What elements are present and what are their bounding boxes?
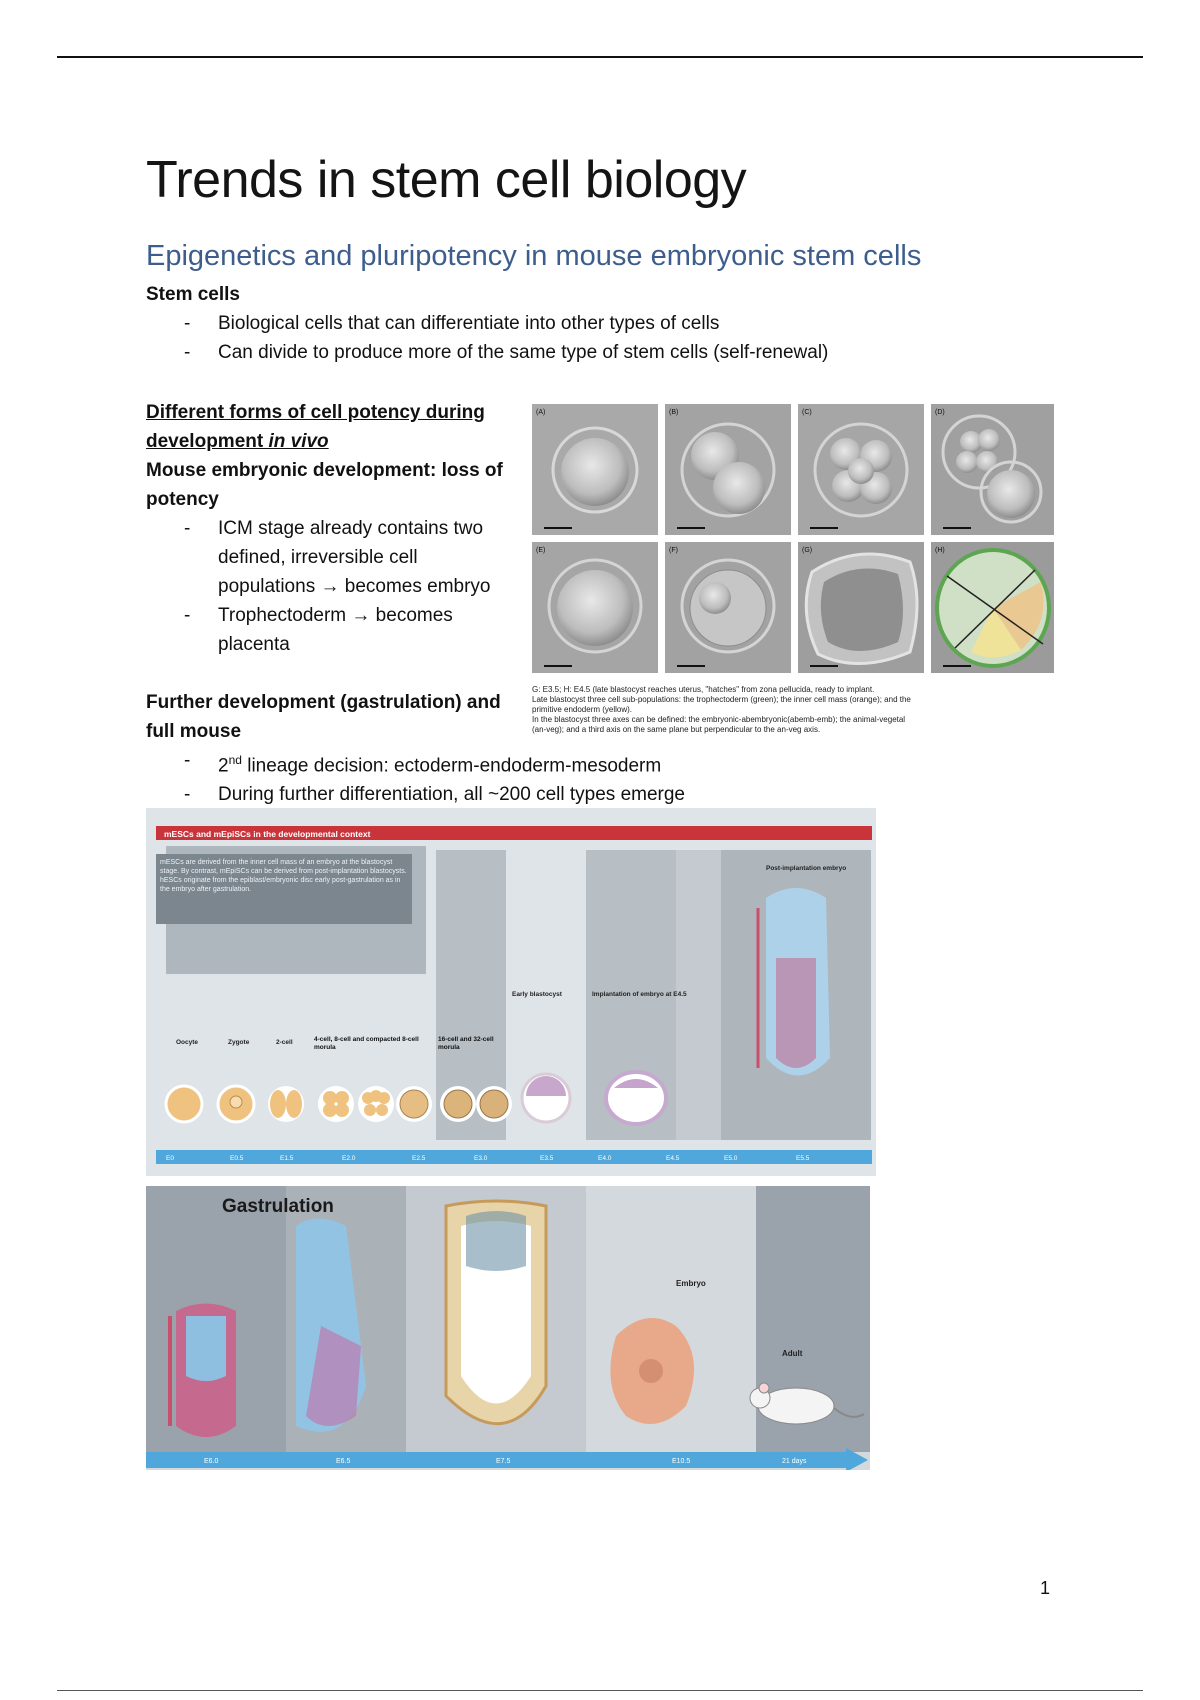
timeline-tick: E3.0 — [474, 1155, 488, 1162]
dev-banner-text: mESCs and mEpiSCs in the developmental context — [164, 829, 371, 839]
gastrulation-figure — [146, 1186, 870, 1470]
list-item: - 2nd lineage decision: ectoderm-endoderm-mesoderm — [146, 746, 685, 780]
dev-info-text: mESCs are derived from the inner cell mass of an embryo at the blastocyst stage. By contrast, mEpiSCs can be derived from post-implantation blastocysts. hESCs originate from the epiblast/embryonic disc early post-gastrulation as in the embryo after gastrulation. — [160, 859, 407, 893]
micrograph-panel-c — [798, 404, 924, 535]
stem-cells-section — [146, 280, 828, 367]
stage-2cell — [268, 1086, 304, 1122]
gastrulation-title: Gastrulation — [222, 1196, 334, 1217]
micrograph-panel-g — [798, 542, 924, 673]
stage-4to8cell — [318, 1086, 432, 1122]
gastrulation-list-block — [146, 746, 685, 809]
stage-label: 4-cell, 8-cell and compacted 8-cell morula — [314, 1036, 419, 1051]
timeline-tick: E5.5 — [796, 1155, 810, 1162]
timeline-tick: E7.5 — [496, 1458, 511, 1465]
panel-label: (C) — [802, 409, 812, 416]
stage-label: 2-cell — [276, 1039, 293, 1046]
micrograph-panel-f — [665, 542, 791, 673]
stage-label: Post-implantation embryo — [766, 865, 847, 872]
timeline-tick: E0 — [166, 1155, 174, 1162]
embryo-label: Embryo — [676, 1279, 706, 1288]
timeline-tick: E2.0 — [342, 1155, 356, 1162]
stage-label: Implantation of embryo at E4.5 — [592, 991, 687, 998]
top-rule — [57, 56, 1143, 58]
stem-cells-heading: Stem cells — [146, 284, 240, 305]
potency-section — [146, 398, 516, 659]
list-item: - ICM stage already contains two defined, irreversible cell populations → becomes embryo — [146, 514, 516, 601]
stage-oocyte — [166, 1086, 202, 1122]
timeline-tick: E6.5 — [336, 1458, 351, 1465]
dev-figure-svg — [146, 808, 876, 1176]
embryo-e6-0 — [170, 1304, 236, 1438]
timeline-tick: E3.5 — [540, 1155, 554, 1162]
panel-label: (D) — [935, 409, 945, 416]
micrograph-panel-e — [532, 542, 658, 673]
panel-label: (A) — [536, 409, 546, 416]
stage-label: Oocyte — [176, 1039, 199, 1046]
list-item: - During further differentiation, all ~200 cell types emerge — [146, 780, 685, 809]
stage-label: Zygote — [228, 1039, 250, 1046]
micrograph-panel-b — [665, 404, 791, 535]
stage-implantation — [606, 1072, 666, 1124]
developmental-context-figure — [146, 808, 876, 1176]
potency-list — [146, 514, 516, 659]
stage-label: 16-cell and 32-cell morula — [438, 1036, 494, 1051]
bottom-rule — [57, 1690, 1143, 1691]
timeline-tick: E2.5 — [412, 1155, 426, 1162]
list-item: - Trophectoderm → becomes placenta — [146, 601, 516, 659]
timeline-tick: 21 days — [782, 1458, 807, 1465]
embryo-e7-5 — [446, 1201, 546, 1424]
dev-timeline-bar — [156, 1150, 872, 1164]
panel-label: (H) — [935, 547, 945, 554]
stage-label: Early blastocyst — [512, 991, 562, 998]
stage-post-implantation — [758, 888, 830, 1076]
timeline-tick: E1.5 — [280, 1155, 294, 1162]
gastrulation-list — [146, 746, 685, 809]
gastrulation-svg — [146, 1186, 870, 1470]
micrograph-panel-h — [931, 542, 1054, 673]
adult-label: Adult — [782, 1349, 803, 1358]
panel-label: (G) — [802, 547, 813, 554]
timeline-tick: E10.5 — [672, 1458, 691, 1465]
list-item: - Can divide to produce more of the same type of stem cells (self-renewal) — [146, 338, 828, 367]
embryo-e10-5 — [610, 1318, 694, 1424]
micrograph-panel-a — [532, 404, 658, 535]
section-subtitle: Epigenetics and pluripotency in mouse embryonic stem cells — [146, 240, 922, 272]
page-number: 1 — [1040, 1578, 1051, 1598]
potency-subheading: Mouse embryonic development: loss of potency — [146, 460, 503, 510]
timeline-tick: E4.0 — [598, 1155, 612, 1162]
timeline-tick: E5.0 — [724, 1155, 738, 1162]
page-title: Trends in stem cell biology — [146, 151, 747, 209]
list-item: - Biological cells that can differentiate into other types of cells — [146, 309, 828, 338]
stage-zygote — [218, 1086, 254, 1122]
timeline-tick: E0.5 — [230, 1155, 244, 1162]
micrograph-caption: G: E3.5; H: E4.5 (late blastocyst reaches uterus, "hatches" from zona pellucida, ready to implant. Late blastocyst three cell sub-populations: the trophectoderm (green); the inner cell mass (orange); and the primitive endoderm (yellow). In the blastocyst three axes can be defined: the embryonic-abembryonic(abemb-emb); the animal-vegetal (an-veg); and a third axis on the same plane but perpendicular to the an-veg axis. — [532, 685, 911, 734]
in-vivo-italic: in vivo — [268, 431, 329, 452]
timeline-tick: E4.5 — [666, 1155, 680, 1162]
gastrulation-heading: Further development (gastrulation) and full mouse — [146, 692, 501, 742]
potency-heading: Different forms of cell potency during development in vivo — [146, 402, 485, 452]
embryo-micrograph-figure — [532, 404, 1054, 740]
panel-label: (E) — [536, 547, 546, 554]
panel-label: (B) — [669, 409, 679, 416]
stage-early-blastocyst — [522, 1074, 570, 1122]
timeline-tick: E6.0 — [204, 1458, 219, 1465]
micrograph-panel-d — [931, 404, 1054, 535]
panel-label: (F) — [669, 547, 678, 554]
stem-cells-list — [146, 309, 828, 367]
micrograph-grid — [532, 404, 1054, 674]
